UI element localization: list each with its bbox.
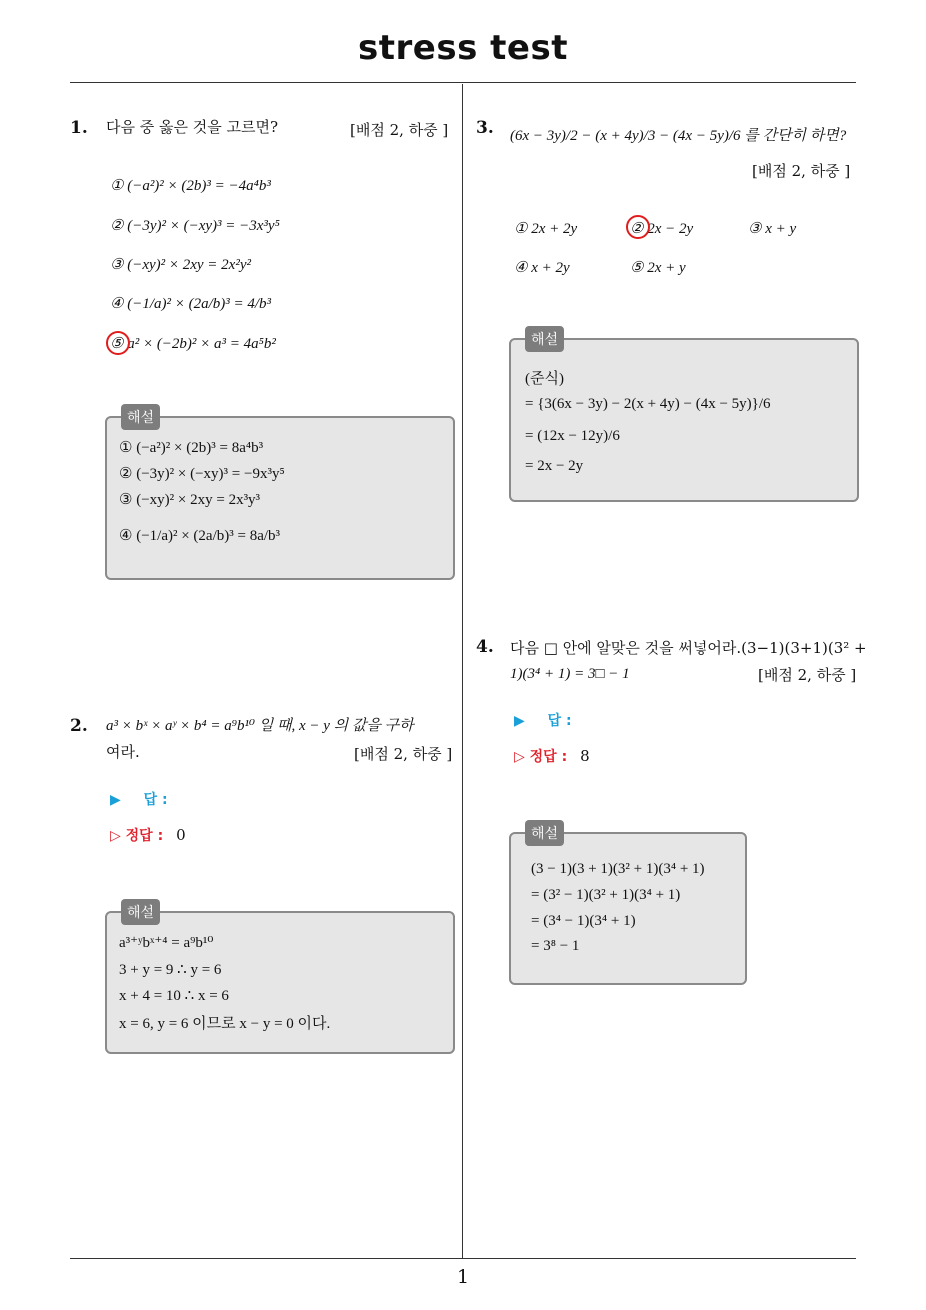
q2-solution-line-2: 3 + y = 9 ∴ y = 6	[119, 962, 222, 978]
outline-play-icon: ▷	[514, 749, 525, 765]
q2-answer-label: 답 :	[143, 792, 168, 808]
q1-option-5[interactable]: ⑤ a² × (−2b)² × a³ = 4a⁵b²	[110, 336, 276, 352]
q3-option-2[interactable]: ② 2x − 2y	[630, 221, 694, 237]
q1-option-4[interactable]: ④ (−1/a)² × (2a/b)³ = 4/b³	[110, 296, 272, 312]
q1-option-3[interactable]: ③ (−xy)² × 2xy = 2x²y²	[110, 257, 251, 273]
q1-selected-mark	[106, 331, 130, 355]
question-3-number: 3.	[476, 118, 494, 138]
question-2-meta: [배점 2, 하중 ]	[354, 745, 453, 763]
question-1-meta: [배점 2, 하중 ]	[350, 121, 449, 139]
page-title: stress test	[358, 28, 568, 68]
q1-solution-line-3: ③ (−xy)² × 2xy = 2x³y³	[119, 492, 261, 508]
play-icon: ▶	[514, 713, 525, 729]
question-4-meta: [배점 2, 하중 ]	[758, 666, 857, 684]
q4-solution-box	[509, 826, 747, 985]
outline-play-icon: ▷	[110, 828, 121, 844]
q3-solution-line-4: = 2x − 2y	[525, 458, 584, 474]
q3-solution-box	[509, 332, 859, 502]
q2-solution-line-4: x = 6, y = 6 이므로 x − y = 0 이다.	[119, 1016, 331, 1032]
question-2-text-line-1: a³ × bˣ × aʸ × b⁴ = a⁹b¹⁰ 일 때, x − y 의 값을 구하	[106, 718, 414, 734]
q3-solution-label: 해설	[525, 326, 564, 352]
q3-option-1[interactable]: ① 2x + 2y	[514, 221, 578, 237]
q4-correct-value: 8	[580, 747, 590, 765]
q2-correct-row	[110, 825, 186, 845]
question-4-text-line-2: 1)(3⁴ + 1) = 3□ − 1	[510, 666, 630, 682]
q4-solution-label: 해설	[525, 820, 564, 846]
q3-solution-line-3: = (12x − 12y)/6	[525, 428, 620, 444]
q1-solution-line-1: ① (−a²)² × (2b)³ = 8a⁴b³	[119, 440, 264, 456]
footer-rule	[70, 1258, 856, 1259]
header-rule	[70, 82, 856, 83]
q4-solution-line-4: = 3⁸ − 1	[531, 938, 580, 954]
question-4-number: 4.	[476, 637, 494, 657]
q2-solution-label: 해설	[121, 899, 160, 925]
q1-solution-label: 해설	[121, 404, 160, 430]
q2-solution-line-3: x + 4 = 10 ∴ x = 6	[119, 988, 229, 1004]
q3-option-5[interactable]: ⑤ 2x + y	[630, 260, 686, 276]
question-2-text-line-2: 여라.	[106, 743, 140, 761]
q4-solution-line-1: (3 − 1)(3 + 1)(3² + 1)(3⁴ + 1)	[531, 861, 705, 877]
q4-answer-label: 답 :	[547, 713, 572, 729]
question-4-text-line-1: 다음 □ 안에 알맞은 것을 써넣어라.(3−1)(3+1)(3² +	[510, 639, 867, 657]
q3-selected-mark	[626, 215, 650, 239]
column-divider	[462, 84, 463, 1259]
q2-correct-label: 정답 :	[125, 828, 164, 844]
q3-solution-line-1: (준식)	[525, 371, 564, 387]
question-3-meta: [배점 2, 하중 ]	[752, 162, 851, 180]
q3-option-4[interactable]: ④ x + 2y	[514, 260, 570, 276]
q2-solution-line-1: a³⁺ʸbˣ⁺⁴ = a⁹b¹⁰	[119, 935, 214, 951]
page-number: 1	[456, 1266, 470, 1288]
q1-solution-line-4: ④ (−1/a)² × (2a/b)³ = 8a/b³	[119, 528, 281, 544]
q3-solution-line-2: = {3(6x − 3y) − 2(x + 4y) − (4x − 5y)}/6	[525, 396, 771, 412]
q4-correct-row	[514, 746, 590, 766]
q4-solution-line-3: = (3⁴ − 1)(3⁴ + 1)	[531, 913, 636, 929]
question-3-text: (6x − 3y)/2 − (x + 4y)/3 − (4x − 5y)/6 를 간단히 하면?	[510, 128, 847, 144]
q2-answer-row[interactable]	[110, 789, 168, 809]
q4-correct-label: 정답 :	[529, 749, 568, 765]
q1-solution-line-2: ② (−3y)² × (−xy)³ = −9x³y⁵	[119, 466, 285, 482]
q1-solution-box	[105, 410, 455, 580]
q2-solution-box	[105, 905, 455, 1054]
q1-option-1[interactable]: ① (−a²)² × (2b)³ = −4a⁴b³	[110, 178, 271, 194]
question-1-text: 다음 중 옳은 것을 고르면?	[106, 118, 279, 136]
q1-option-2[interactable]: ② (−3y)² × (−xy)³ = −3x³y⁵	[110, 218, 280, 234]
q2-correct-value: 0	[176, 826, 186, 844]
play-icon: ▶	[110, 792, 121, 808]
q4-answer-row[interactable]	[514, 710, 572, 730]
question-2-number: 2.	[70, 716, 88, 736]
question-1-number: 1.	[70, 118, 88, 138]
q3-option-3[interactable]: ③ x + y	[748, 221, 797, 237]
q4-solution-line-2: = (3² − 1)(3² + 1)(3⁴ + 1)	[531, 887, 681, 903]
